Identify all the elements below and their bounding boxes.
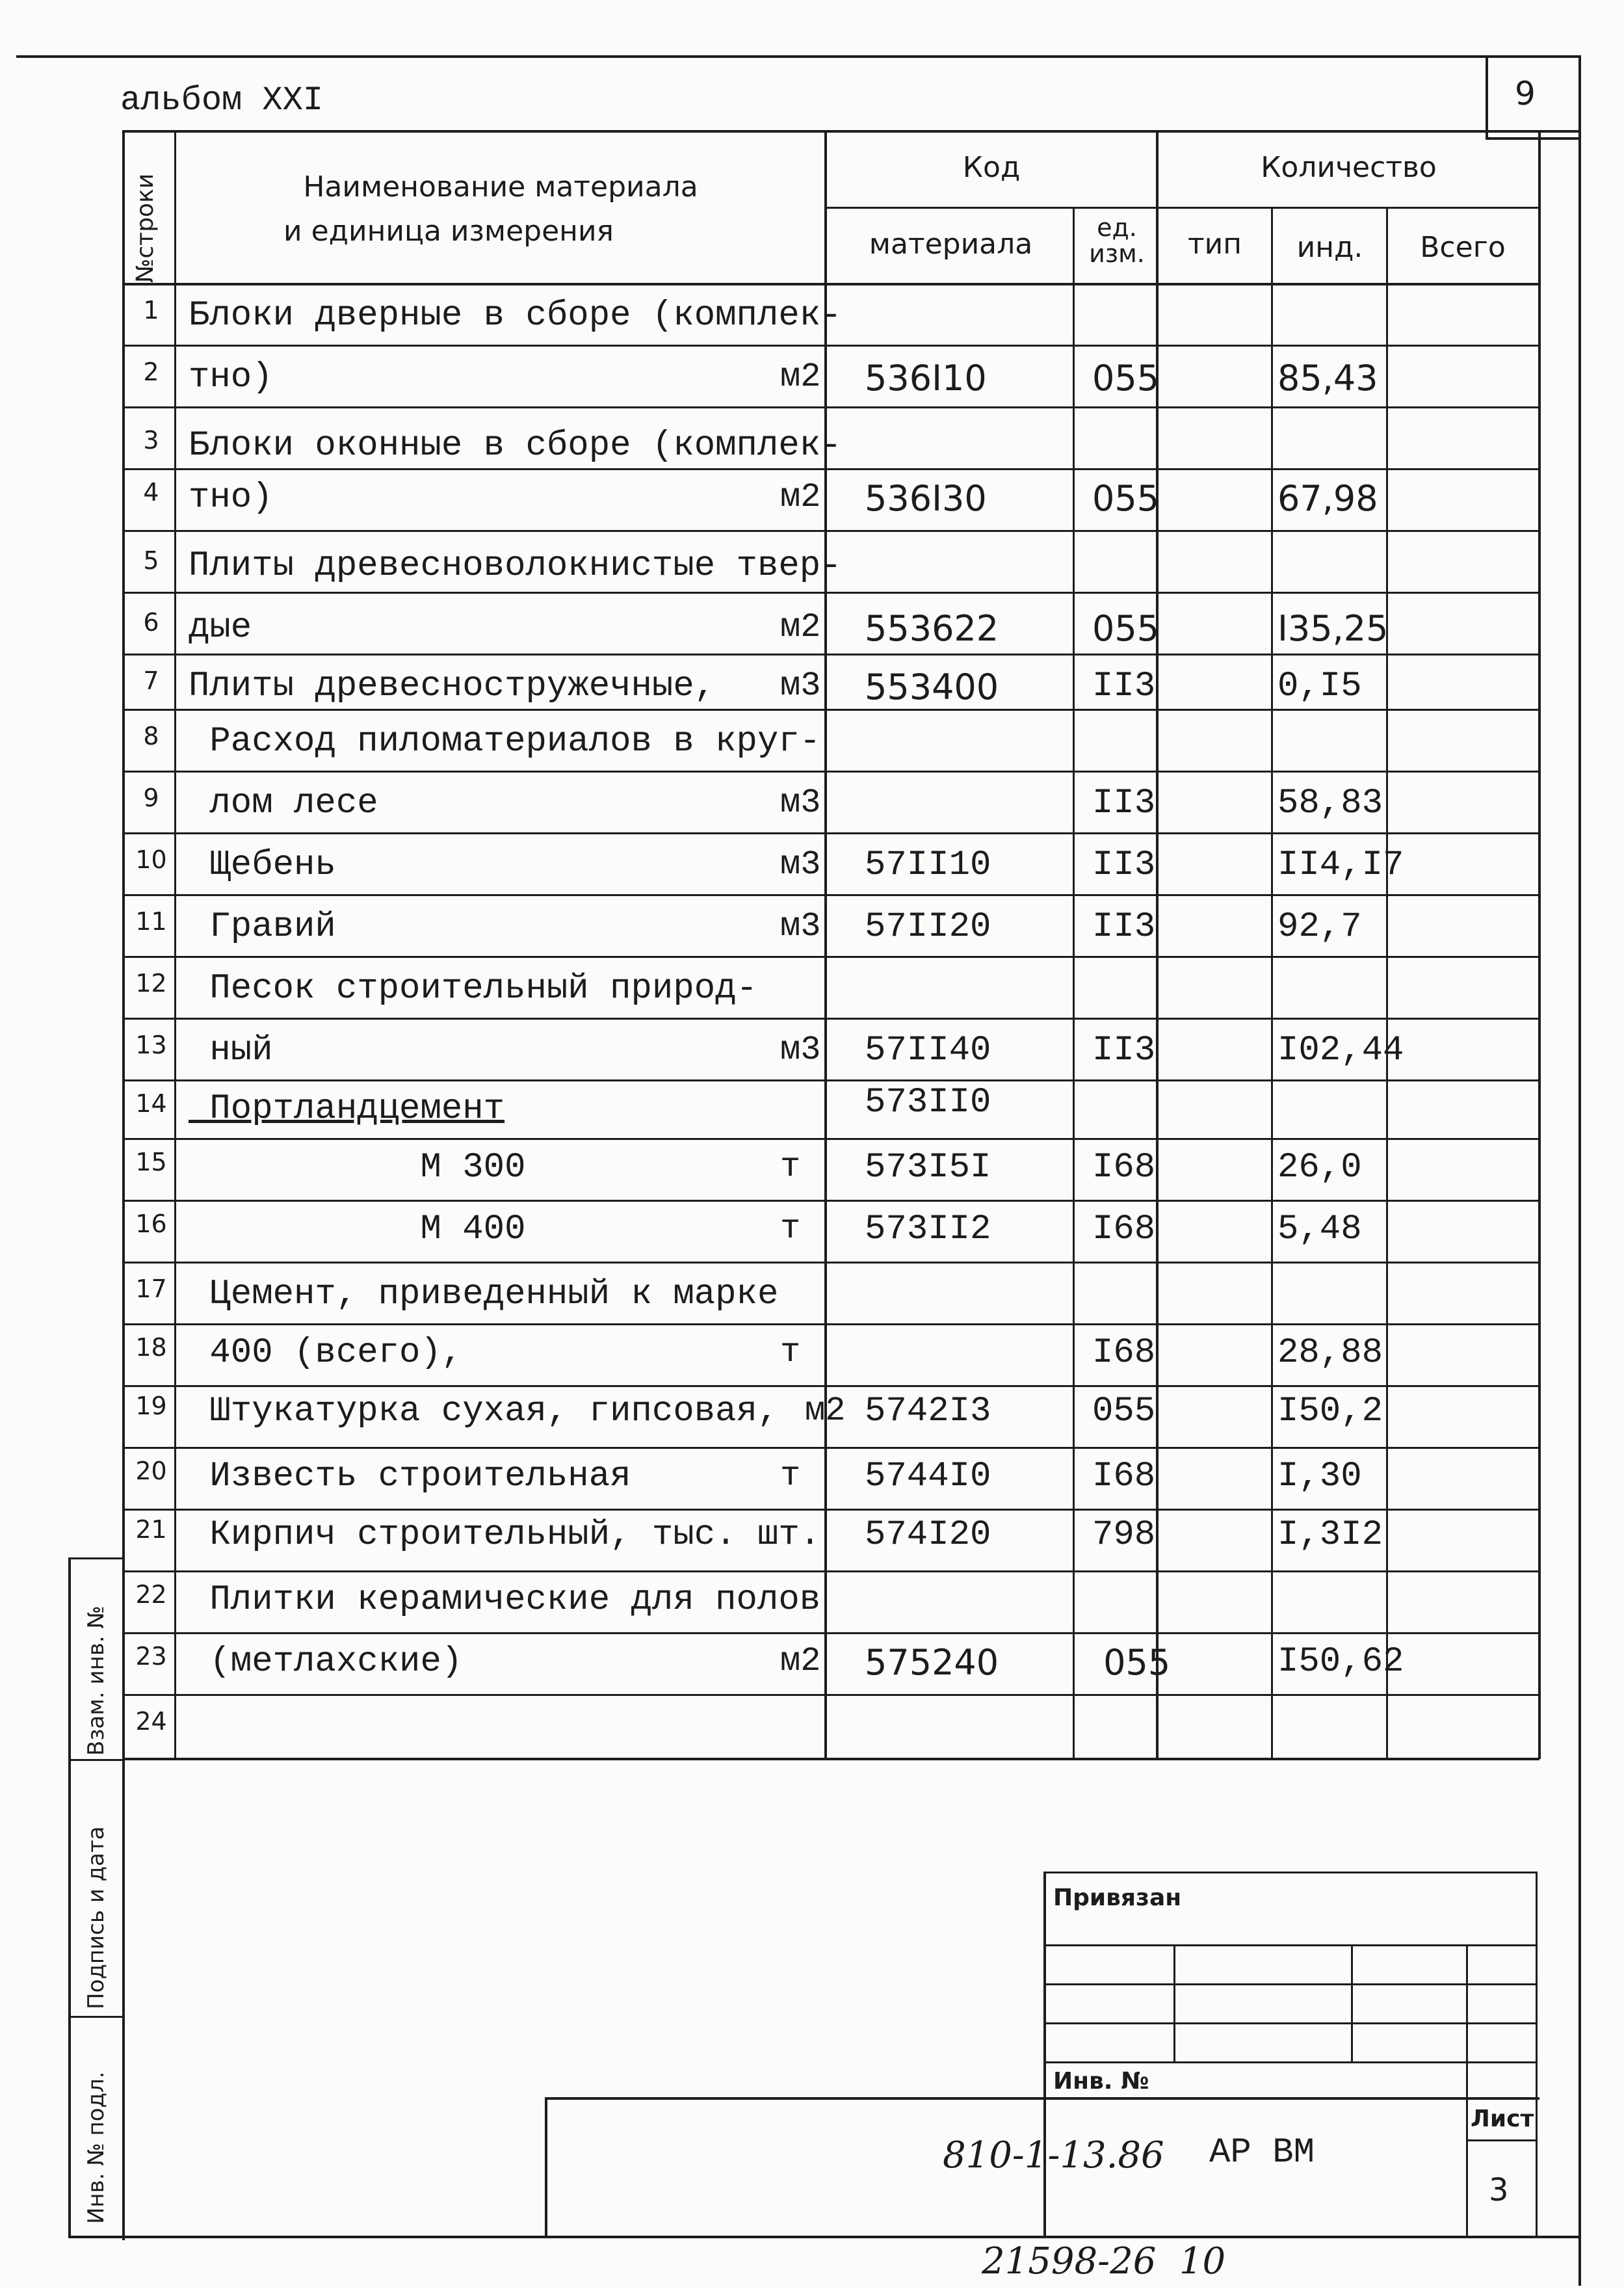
material-name: Плитки керамические для полов xyxy=(189,1580,821,1620)
unit: м3 xyxy=(780,845,821,884)
material-name: Щебень xyxy=(189,845,336,885)
material-name: Портландцемент xyxy=(189,1089,505,1129)
material-name: тно) xyxy=(189,478,273,518)
header-qty-group: Количество xyxy=(1261,151,1437,184)
unit: м2 xyxy=(780,358,821,396)
qty-ind: II4,I7 xyxy=(1277,845,1404,885)
sheet-number: 3 xyxy=(1489,2172,1509,2208)
header-name-line1: Наименование материала xyxy=(303,170,698,204)
stamp-vzam-inv: Взам. инв. № xyxy=(83,1606,109,1756)
material-code: 536I10 xyxy=(865,358,987,399)
album-title: альбом XXI xyxy=(120,81,324,120)
unit-code: I68 xyxy=(1092,1148,1156,1187)
unit: м2 xyxy=(780,478,821,516)
qty-ind: 58,83 xyxy=(1277,784,1383,823)
row-number: 2 xyxy=(143,358,159,386)
row-number: 9 xyxy=(143,784,159,812)
header-code-group: Код xyxy=(962,151,1021,184)
unit: м3 xyxy=(780,1031,821,1069)
material-name: Известь строительная xyxy=(189,1457,631,1496)
material-code: 57II10 xyxy=(865,845,991,885)
material-code: 536I30 xyxy=(865,478,987,519)
material-code: 573II2 xyxy=(865,1210,991,1249)
material-code: 573II0 xyxy=(865,1083,991,1122)
material-name: Штукатурка сухая, гипсовая, xyxy=(189,1392,779,1431)
material-code: 575240 xyxy=(865,1642,999,1683)
row-number: 11 xyxy=(135,907,167,936)
material-name: Блоки дверные в сборе (комплек- xyxy=(189,296,842,336)
row-number: 12 xyxy=(135,969,167,998)
material-name: Кирпич строительный, тыс. шт. xyxy=(189,1515,821,1555)
unit: т xyxy=(780,1148,801,1186)
row-number: 15 xyxy=(135,1148,167,1176)
material-name: (метлахские) xyxy=(189,1642,463,1682)
header-code-unit: ед. изм. xyxy=(1089,213,1145,268)
qty-ind: I,3I2 xyxy=(1277,1515,1383,1555)
header-qty-type: тип xyxy=(1188,228,1242,261)
unit: м2 xyxy=(780,608,821,646)
unit-code: I68 xyxy=(1092,1333,1156,1373)
qty-ind: 0,I5 xyxy=(1277,667,1362,706)
unit-code: 055 xyxy=(1092,608,1160,649)
page-number: 9 xyxy=(1515,75,1536,112)
privyazan-label: Привязан xyxy=(1053,1885,1182,1911)
header-name-line2: и единица измерения xyxy=(283,215,614,248)
material-code: 573I5I xyxy=(865,1148,991,1187)
qty-ind: I50,2 xyxy=(1277,1392,1383,1431)
material-name: Гравий xyxy=(189,907,336,947)
designation-typed: АР ВМ xyxy=(1209,2133,1315,2173)
material-name: Плиты древесностружечные, xyxy=(189,667,716,706)
header-qty-ind: инд. xyxy=(1296,231,1363,264)
row-number: 20 xyxy=(135,1457,167,1485)
unit: м3 xyxy=(780,784,821,822)
unit: м3 xyxy=(780,667,821,705)
material-name: Песок строительный природ- xyxy=(189,969,757,1009)
unit-code: 055 xyxy=(1092,1392,1156,1431)
material-name: Блоки оконные в сборе (комплек- xyxy=(189,426,842,466)
row-number: 21 xyxy=(135,1515,167,1544)
row-number: 16 xyxy=(135,1210,167,1238)
unit: т xyxy=(780,1333,801,1371)
material-code: 5744I0 xyxy=(865,1457,991,1496)
unit-code: I68 xyxy=(1092,1457,1156,1496)
material-name: Расход пиломатериалов в круг- xyxy=(189,722,821,761)
unit-code: II3 xyxy=(1092,907,1156,947)
unit: т xyxy=(780,1457,801,1495)
unit-code: II3 xyxy=(1092,1031,1156,1070)
row-number: 14 xyxy=(135,1089,167,1118)
row-number: 13 xyxy=(135,1031,167,1059)
row-number: 22 xyxy=(135,1580,167,1609)
material-code: 553622 xyxy=(865,608,999,649)
stamp-inv-podl: Инв. № подл. xyxy=(83,2071,109,2224)
sheet-label: Лист xyxy=(1471,2106,1534,2132)
inv-no-label: Инв. № xyxy=(1053,2068,1149,2095)
qty-ind: 26,0 xyxy=(1277,1148,1362,1187)
row-number: 8 xyxy=(143,722,159,750)
material-name: М 400 xyxy=(189,1210,526,1249)
row-number: 10 xyxy=(135,845,167,874)
header-row-number: №строки xyxy=(132,173,159,283)
material-code: 553400 xyxy=(865,667,999,708)
unit-code: 055 xyxy=(1092,478,1160,519)
material-code: 5742I3 xyxy=(865,1392,991,1431)
unit-code: I68 xyxy=(1092,1210,1156,1249)
row-number: 7 xyxy=(143,667,159,695)
unit-code: II3 xyxy=(1092,845,1156,885)
qty-ind: 85,43 xyxy=(1277,358,1378,399)
material-name: Плиты древесноволокнистые твер- xyxy=(189,546,842,586)
row-number: 5 xyxy=(143,546,159,575)
qty-ind: I50,62 xyxy=(1277,1642,1404,1682)
row-number: 1 xyxy=(143,296,159,324)
qty-ind: 92,7 xyxy=(1277,907,1362,947)
unit-code: 055 xyxy=(1092,358,1160,399)
qty-ind: I02,44 xyxy=(1277,1031,1404,1070)
material-name: М 300 xyxy=(189,1148,526,1187)
stamp-signature-date: Подпись и дата xyxy=(83,1826,109,2009)
row-number: 24 xyxy=(135,1707,167,1736)
material-code: 57II40 xyxy=(865,1031,991,1070)
unit-code: II3 xyxy=(1092,784,1156,823)
unit: м2 xyxy=(780,1642,821,1680)
unit: т xyxy=(780,1210,801,1248)
qty-ind: 67,98 xyxy=(1277,478,1378,519)
row-number: 23 xyxy=(135,1642,167,1671)
footer-handwritten-number: 21598-26 10 xyxy=(982,2240,1226,2282)
material-name: тно) xyxy=(189,358,273,397)
material-code: 574I20 xyxy=(865,1515,991,1555)
material-name: ный xyxy=(189,1031,273,1070)
qty-ind: I,30 xyxy=(1277,1457,1362,1496)
material-code: 57II20 xyxy=(865,907,991,947)
unit: м2 xyxy=(805,1392,846,1430)
unit-code: II3 xyxy=(1092,667,1156,706)
material-name: 400 (всего), xyxy=(189,1333,463,1373)
material-name: лом лесе xyxy=(189,784,378,823)
qty-ind: 5,48 xyxy=(1277,1210,1362,1249)
material-name: Цемент, приведенный к марке xyxy=(189,1275,779,1314)
designation-handwritten: 810-1-13.86 xyxy=(943,2134,1164,2177)
row-number: 3 xyxy=(143,426,159,455)
row-number: 6 xyxy=(143,608,159,637)
row-number: 19 xyxy=(135,1392,167,1420)
unit-code: 055 xyxy=(1092,1642,1171,1683)
row-number: 18 xyxy=(135,1333,167,1362)
qty-ind: I35,25 xyxy=(1277,608,1389,649)
unit: м3 xyxy=(780,907,821,946)
row-number: 4 xyxy=(143,478,159,507)
qty-ind: 28,88 xyxy=(1277,1333,1383,1373)
header-qty-total: Всего xyxy=(1420,231,1506,264)
material-name: дые xyxy=(189,608,252,648)
unit-code: 798 xyxy=(1092,1515,1156,1555)
row-number: 17 xyxy=(135,1275,167,1303)
header-code-material: материала xyxy=(869,228,1033,261)
